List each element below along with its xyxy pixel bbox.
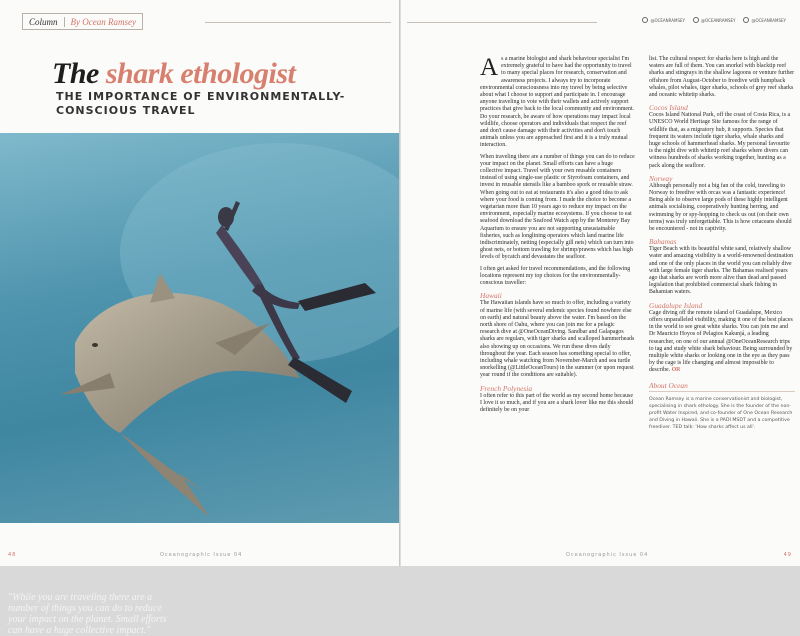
paragraph-2: When traveling there are a number of things you can do to reduce your impact on the planet. Small efforts can have a huge collective impact. Travel with your own reusable containers instead of using single-use plastic or Styrofoam containers, and invest in reusable utensils like a bamboo spork or reusable straw. When going out to eat at restaurants it's also a good idea to ask where your food is coming from. I made the choice to become a vegetarian more than 10 years ago to reduce my impact on the environment, especially marine ecosystems. If you choose to eat seafood download the Seafood Watch app by the Monterey Bay Aquarium to ensure you are not supporting unsustainable fisheries, such as longlining operators which land marine life indiscriminately, netting (especially gill nets) which can turn into ghost nets, or bottom trawling for shrimp/prawns which has high levels of bycatch and devastates the seafloor.	[480, 153, 635, 261]
paragraph-polynesia-cont: list. The cultural respect for sharks here is high and the waters are full of them. You can snorkel with blacktip reef sharks and stingrays in the shallow lagoons or venture further offshore from August-October to freedive with humpback whales, pilot whales, tiger sharks, schools of grey reef sharks and oceanic whitetip sharks.	[649, 56, 795, 99]
paragraph-polynesia: I often refer to this part of the world as my second home because I love it so much, and if you are a shark lover like me this should definitely be on your	[480, 392, 634, 413]
paragraph-hawaii: The Hawaiian islands have so much to offer, including a variety of marine life (with several endemic species found nowhere else on earth) and natural beauty above the water. I'm based on the north shore of Oahu, where you can join me for a pelagic research dive at @OneOceanDiving. Sandbar and Galapagos sharks are regulars, with tiger sharks and scalloped hammerheads also showing up on occasions. We run these dives daily throughout the year. Each season has something special to offer, including whale watching from November-March and sea turtle snorkelling (@LittleOceanTours) in the summer (or upon request year round if the conditions are suitable).	[480, 300, 635, 379]
subhead-norway: Norway	[649, 173, 673, 183]
about-bio: Ocean Ramsey is a marine conservationist and biologist, specialising in shark ethology. She is the founder of the non-profit Water Inspired, and co-founder of One Ocean Research and Diving in Hawaii. She is a PADI MSDT and a competitive freediver. TED talk: 'How sharks affect us all'.	[649, 396, 793, 431]
page-number-right: 49	[783, 552, 792, 558]
paragraph-guadalupe: Cage diving off the remote island of Guadalupe, Mexico offers unparalleled visibility, making it one of the best places in the world to see great white sharks. You can join me and Dr Mauricio Hoyos of Pelagios Kakunjá, a leading researcher, on one of our annual @OneOceanResearch trips to tag and study white shark behaviour. Being surrounded by multiple white sharks or looking one in the eye as they pass by the cage is life changing and almost impossible to describe. OR	[649, 309, 793, 374]
text-column-2	[649, 56, 795, 431]
column-tag	[22, 13, 143, 30]
header-rule	[205, 22, 391, 23]
social-twitter[interactable]: @OCEANRAMSEY	[693, 17, 736, 23]
twitter-icon	[693, 17, 699, 23]
social-links	[642, 17, 786, 23]
subhead-guadalupe: Guadalupe Island	[649, 300, 703, 310]
left-page	[0, 0, 399, 636]
social-facebook[interactable]: @OCEANRAMSEY	[743, 17, 786, 23]
paragraph-norway: Although personally not a big fan of the cold, traveling to Norway to freedive with orcas was a fantastic experience! Being able to observe large pods of these highly intelligent animals socialising, cooperatively hunting herring, and swimming by or spy-hopping to check us out (on their own terms) was truly unforgettable. This is how cetaceans should be encountered - not in captivity.	[649, 182, 792, 233]
right-page	[401, 0, 800, 566]
diver-shark-illustration	[0, 133, 399, 523]
header-rule-right	[407, 22, 597, 23]
magazine-issue-right: Oceanographic Issue 04	[566, 552, 649, 558]
page-number-left: 48	[8, 552, 17, 558]
title-plain: The	[52, 57, 99, 90]
text-column-1	[480, 56, 635, 418]
article-title	[52, 57, 295, 91]
facebook-icon	[743, 17, 749, 23]
magazine-issue-left: Oceanographic Issue 04	[160, 552, 243, 558]
social-instagram[interactable]: @OCEANRAMSEY	[642, 17, 685, 23]
paragraph-3: I often get asked for travel recommendations, and the following locations represent my top choices for the environmentally-conscious traveller:	[480, 265, 631, 287]
about-heading: About Ocean	[649, 382, 795, 392]
subhead-cocos: Cocos Island	[649, 103, 688, 113]
intro-paragraph: As a marine biologist and shark behaviour specialist I'm extremely grateful to have had the opportunity to travel to many special places for research, conservation and awareness projects. I always try to incorporate environmental consciousness into my travel by being selective about what I choose to support and participate in. I encourage anyone traveling to vote with their wallets and actively support practices that give back to the local community and environment. Do your research, be aware of how operations may impact local wildlife, choose operators and individuals that respect the reef and don't cause damage with their activities and don't touch animals unless you are approached first and it is a truly mutual interaction.	[480, 54, 635, 149]
pull-quote: "While you are traveling there are a number of things you can do to reduce your impact on the planet. Small efforts can have a huge collective impact."	[8, 592, 167, 636]
author-byline: By Ocean Ramsey	[70, 16, 136, 27]
end-mark: OR	[671, 367, 681, 374]
column-label: Column	[29, 17, 65, 27]
drop-cap: A	[480, 54, 499, 81]
subhead-polynesia: French Polynesia	[480, 383, 533, 393]
paragraph-bahamas: Tiger Beach with its beautiful white sand, relatively shallow water and amazing visibility is a world-renowned destination and one of the only places in the world you can reliably dive with large female tiger sharks. The Bahamas realised years ago that sharks are worth more alive than dead and passed legislation that prohibited commercial shark fishing in Bahamian waters.	[649, 246, 794, 296]
instagram-icon	[642, 17, 648, 23]
paragraph-cocos: Cocos Island National Park, off the coast of Costa Rica, is a UNESCO World Heritage Site famous for the range of wildlife that, as a migratory hub, it supports. Species that frequent its waters include tiger sharks, whale sharks and huge schools of hammerhead sharks. My personal favourite is the night dive with whitetip reef sharks where divers can witness hundreds of sharks working together, hunting as a pack along the seafloor.	[649, 112, 791, 169]
article-subtitle: THE IMPORTANCE OF ENVIRONMENTALLY-CONSCIOUS TRAVEL	[56, 90, 346, 117]
subhead-hawaii: Hawaii	[480, 291, 502, 301]
subhead-bahamas: Bahamas	[649, 237, 677, 247]
title-accent: shark ethologist	[105, 57, 296, 90]
